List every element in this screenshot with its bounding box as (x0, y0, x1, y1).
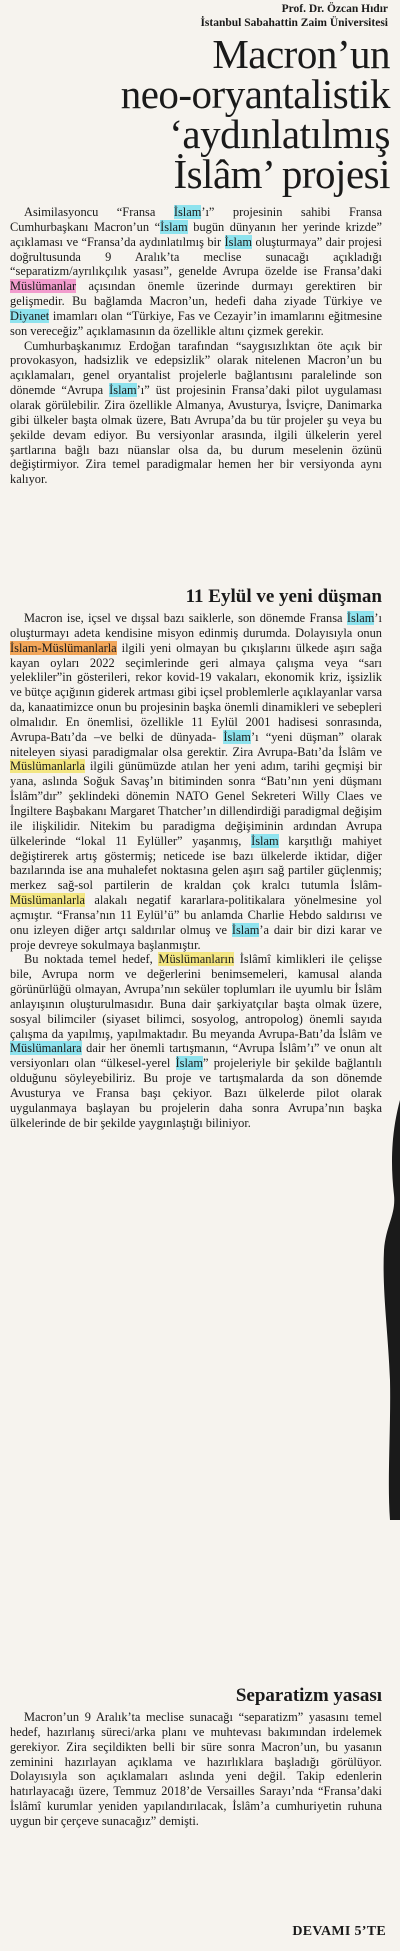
author-name: Prof. Dr. Özcan Hıdır (281, 3, 388, 15)
text-run: İslâmî kimlikleri ile çelişse bile, Avrupa norm ve değerlerini benimsemeleri, kamusal alanda görünürlüğü olmayan, Avrupa’nın seküler toplumları ile uyumlu bir İslâm anlayışının oluşturulmasıdır. Buna dair şarkiyatçılar başta olmak üzere, sosyal bilimciler (siyaset bilimci, sosyolog, antropolog) önemli sayıda çalışma da yapılmış, yapılmaktadır. Bu meyanda Avrupa-Batı’da İslâm ve (10, 952, 382, 1041)
highlighted-term: İslam-Müslümanlarla (10, 640, 117, 655)
section-heading: 11 Eylül ve yeni düşman (185, 586, 382, 607)
text-run: Macron’un 9 Aralık’ta meclise sunacağı “separatizm” yasasını temel hedef, hazırlanış süreci/arka planı ve muhtevası bakımından irdelemek gerekiyor. Zira seçildikten belli bir süre sonra Macron’un, bu yasanın zeminini hazırlayan açıklama ve hazırlıklara başladığı görülüyor. Dolayısıyla son açıklamaları aslında yeni değil. Takip edenlerin hatırlayacağı üzere, Temmuz 2018’de Versailles Sarayı’nda “Fransa’daki İslâmî kurumlar yeniden yapılandırılacak, İslâm’a cumhuriyetin ruhuna uygun bir çerçeve sunacağız” demişti. (10, 1710, 382, 1828)
text-run: ’ı” üst projesinin Fransa’daki pilot uygulaması olarak görülebilir. Zira özellikle Almanya, Avusturya, İsviçre, Danimarka gibi ülkeler başta olmak üzere, Batı Avrupa’da bu tür projeler şu veya bu şekilde devam ediyor. Bu versiyonlar arasında, ilgili ülkelerin yerel şartlarına bağlı bazı nüanslar olsa da, bu durum meselenin özünü değiştirmiyor. Zira temel paradigmalar hemen her bir versiyonda aynı kalıyor. (10, 383, 382, 487)
highlighted-term: İslam (251, 833, 279, 848)
article-section-separatizm (10, 1710, 382, 1829)
text-run: ilgili günümüzde atılan her yeni adım, tarihi geçmişi bir yana, aslında Soğuk Savaş’ın bitiminden sonra “Batı’nın yeni düşmanı İslâm”dır” şeklindeki dönemin NATO Genel Sekreteri Willy Claes ve İngiltere Başbakanı Margaret Thatcher’ın dillendirdiği paradigmal değişim ile ilişkilidir. Nitekim bu paradigma değişiminin ardından Avrupa ülkelerinde “lokal 11 Eylüller” yaşanmış, (10, 759, 382, 848)
highlighted-term: İslam (160, 219, 188, 234)
text-run: ’ı “yeni düşman” olarak niteleyen siyasi paradigmalar olsa gerektir. Zira Avrupa-Batı’da İslâm ve (10, 729, 382, 759)
article-intro (10, 205, 382, 487)
highlighted-term: İslam (346, 611, 375, 625)
text-run: karşıtlığı mahiyet değiştirerek artış göstermiş; neticede ise bazı ülkelerde iktidar, diğer bazılarında ise ana muhalefet noktasına gelen aşırı sağ partiler güçlenmiş; merkez sağ-sol partilerin de kraldan çok kralcı tutumla İslâm- (10, 833, 382, 893)
highlighted-term: Müslümanların (158, 952, 235, 967)
highlighted-term: İslam (175, 1056, 204, 1071)
text-run: açısından önemle üzerinde durmayı gerektiren bir gelişmedir. Bu bağlamda Macron’un, hedefi daha ziyade Türkiye ve (10, 279, 382, 309)
text-run: ’ı oluşturmayı adeta kendisine misyon edinmiş durumda. Dolayısıyla onun (10, 611, 382, 640)
highlighted-term: Müslümanlar (10, 279, 77, 294)
text-run: imamları olan “Türkiye, Fas ve Cezayir’in imamlarını eğitmesine son vereceğiz” açıklamasının da özellikle altını çizmek gerekir. (10, 308, 382, 338)
text-run: ” projeleriyle bir şekilde bağlantılı olduğunu söyleyebiliriz. Bu proje ve tartışmalarda da son dönemde Avusturya ve Fransa başı çekiyor. Bazı ülkelerde pilot olarak uygulanmaya başlayan bu projelerin daha sonra Avrupa’nın başka ülkelerinde de bir şekilde yaygınlaştığı biliniyor. (10, 1056, 382, 1130)
text-run: Asimilasyoncu “Fransa (24, 205, 174, 219)
text-run: alakalı negatif kararlara-politikalara yönelmesine yol açmıştır. “Fransa’nın 11 Eylül’ü” bu anlamda Charlie Hebdo saldırısı ve onu izleyen diğer artçı saldırılar olmuş ve (10, 893, 382, 937)
text-run: oluşturmaya” dair projesi doğrultusunda 9 Aralık’ta meclise sunacağı açıkladığı “separatizm/ayrılıkçılık yasası”, genelde Avrupa özelde ise Fransa’daki (10, 234, 382, 279)
headline-line: Macron’un (212, 31, 390, 77)
body-paragraph (10, 611, 382, 952)
headline-line: İslâm’ projesi (173, 151, 390, 197)
text-run: Bu noktada temel hedef, (24, 952, 159, 967)
person-silhouette-image (378, 1100, 400, 1520)
body-paragraph (10, 952, 382, 1130)
highlighted-term: İslam (109, 383, 137, 398)
headline (120, 31, 390, 197)
highlighted-term: İslam (173, 205, 202, 219)
highlighted-term: Müslümanlarla (10, 759, 86, 774)
continued-label: DEVAMI 5’TE (292, 1924, 386, 1939)
text-run: Cumhurbaşkanımız Erdoğan tarafından “saygısızlıktan öte açık bir provokasyon, hadsizlik ve edepsizlik” olarak nitelenen Macron’un bu açıklamaları, genel oryantalist projelerle bağlantısını paralelinde son dönemde “Avrupa (10, 338, 382, 398)
section-heading: Separatizm yasası (235, 1685, 382, 1706)
body-paragraph (10, 205, 382, 339)
author-byline (200, 2, 388, 30)
highlighted-term: İslam (223, 729, 251, 744)
highlighted-term: Diyanet (10, 308, 50, 323)
highlighted-term: İslam (224, 234, 253, 249)
text-run: Macron ise, içsel ve dışsal bazı saiklerle, son dönemde Fransa (24, 611, 347, 625)
highlighted-term: İslam (231, 922, 260, 937)
text-run: dair her önemli tartışmanın, “Avrupa İslâm’ı” ve onun alt versiyonları olan “ülkesel-yerel (10, 1041, 382, 1071)
headline-line: ‘aydınlatılmış (169, 111, 390, 157)
text-run: ilgili yeni olmayan bu çıkışlarını ülkede aşırı sağa kayan oyları 2022 seçimlerinde geri almaya çalışma veya “sarı yelekliler”in gösterileri, rekor kovid-19 vakaları, ekonomik kriz, işsizlik ve bütçe açığının giderek artması gibi içsel problemlerle açıklayanlar varsa da, kanaatimizce onun bu projesinin başka önemli dinamikleri ve sebepleri olmalıdır. En önemlisi, özellikle 11 Eylül 2001 hadisesi sonrasında, Avrupa-Batı’da –ve belki de dünyada- (10, 640, 382, 744)
highlighted-term: Müslümanlarla (10, 893, 86, 908)
body-paragraph (10, 339, 382, 487)
text-run: bugün dünyanın her yerinde krizde” açıklaması ve “Fransa’da aydınlatılmış bir (10, 219, 382, 249)
body-paragraph (10, 1710, 382, 1829)
text-run: ’a dair bir dizi karar ve proje devreye sokulmaya başlanmıştır. (10, 922, 382, 952)
article-section-11-eylul (10, 611, 382, 1131)
headline-line: neo-oryantalistik (120, 71, 390, 117)
author-affiliation: İstanbul Sabahattin Zaim Üniversitesi (200, 17, 388, 29)
highlighted-term: Müslümanlara (10, 1041, 82, 1056)
text-run: ’ı” projesinin sahibi Fransa Cumhurbaşkanı Macron’un “ (10, 205, 382, 234)
